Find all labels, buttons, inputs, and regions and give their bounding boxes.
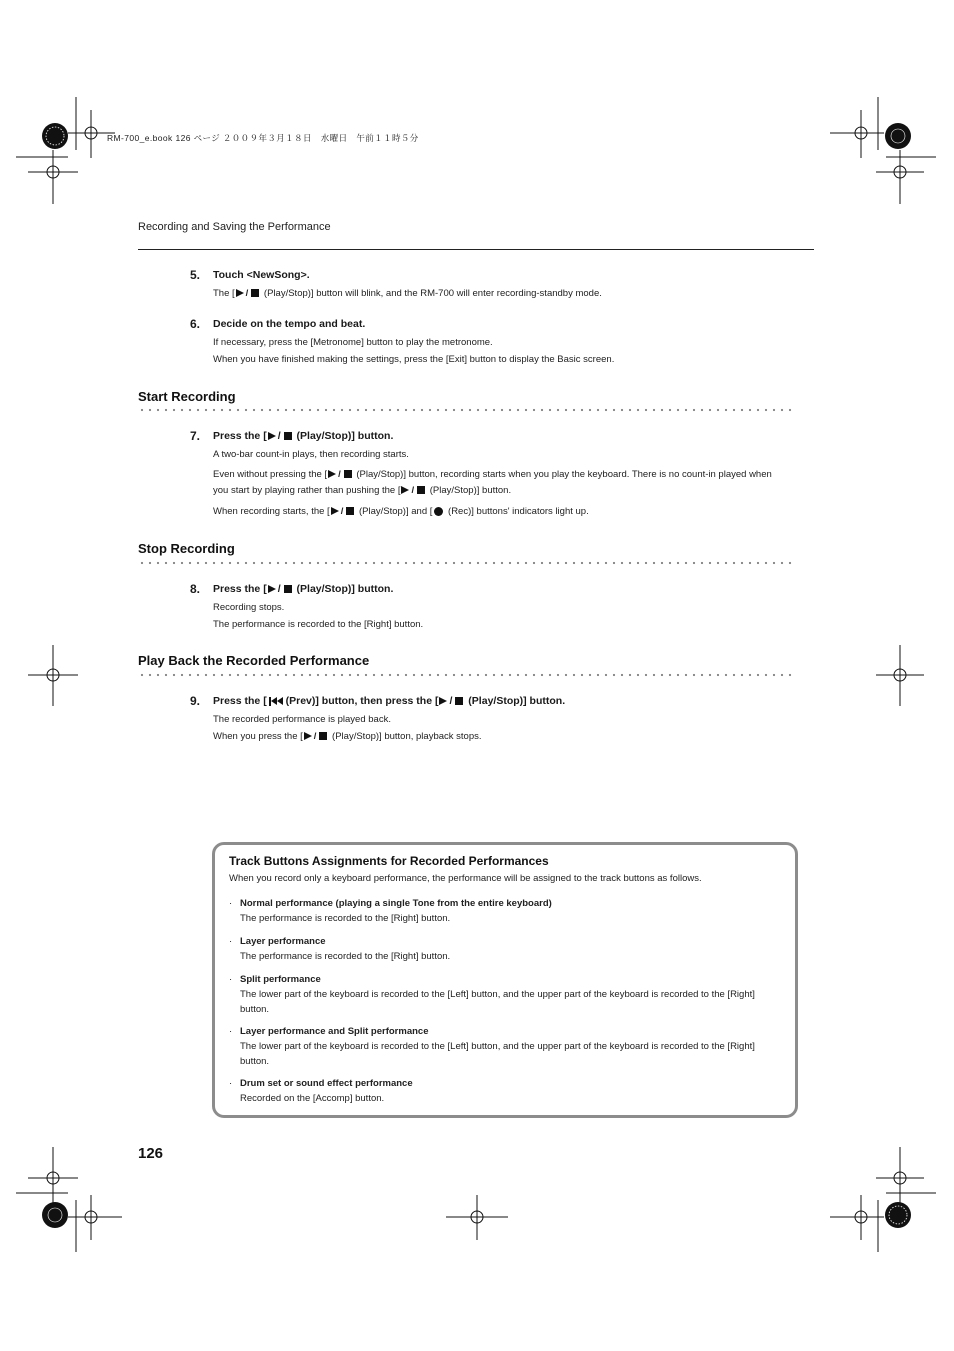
- list-item-title: Layer performance: [240, 936, 326, 947]
- print-info: RM-700_e.book 126 ページ ２００９年３月１８日 水曜日 午前１１時５分: [107, 133, 419, 143]
- step-title: [213, 583, 393, 595]
- stop-icon: [319, 732, 327, 740]
- running-header: Recording and Saving the Performance: [138, 221, 331, 233]
- list-item-desc: The performance is recorded to the [Right] button.: [240, 951, 451, 962]
- step-number: 6.: [190, 317, 201, 331]
- list-item-title: Split performance: [240, 974, 321, 985]
- slash-glyph: /: [338, 469, 341, 480]
- play-icon: [328, 470, 336, 478]
- stop-icon: [344, 470, 352, 478]
- slash-glyph: /: [277, 583, 281, 595]
- stop-icon: [346, 507, 354, 515]
- text: When you press the [: [213, 731, 303, 742]
- step-body: [213, 600, 783, 633]
- step-text: The performance is recorded to the [Right] button.: [213, 619, 424, 630]
- note-title: Track Buttons Assignments for Recorded Performances: [229, 854, 549, 868]
- list-item-desc: Recorded on the [Accomp] button.: [240, 1093, 385, 1104]
- section-title-start-recording: Start Recording: [138, 389, 236, 404]
- text: (Prev)] button, then press the [: [282, 695, 439, 707]
- text: When recording starts, the [: [213, 506, 330, 517]
- step-title: Touch <NewSong>.: [213, 269, 310, 281]
- step-body: [213, 286, 783, 302]
- section-title-stop-recording: Stop Recording: [138, 541, 235, 556]
- play-icon: [268, 432, 276, 440]
- text: (Rec)] buttons' indicators light up.: [445, 506, 589, 517]
- text: (Play/Stop)] button, recording starts when you play the keyboard. There is no count-in played when you start by playing rather than pushing the [: [213, 469, 772, 496]
- play-icon: [304, 732, 312, 740]
- note-intro: When you record only a keyboard performance, the performance will be assigned to the track buttons as follows.: [229, 873, 702, 884]
- rec-icon: [434, 507, 443, 516]
- list-item-desc: The lower part of the keyboard is recorded to the [Left] button, and the upper part of the keyboard is recorded to the [Right] button.: [240, 989, 755, 1015]
- slash-glyph: /: [277, 430, 281, 442]
- header-rule: [138, 249, 814, 250]
- step-body: [213, 335, 783, 368]
- text: Press the [: [213, 695, 267, 707]
- bullet-icon: ·: [229, 1078, 233, 1089]
- bullet-icon: ·: [229, 974, 233, 985]
- stop-icon: [455, 697, 463, 705]
- step-title: [213, 695, 565, 707]
- step-number: 9.: [190, 694, 201, 708]
- step-title: [213, 430, 393, 442]
- dotted-rule: [138, 561, 793, 565]
- bullet-icon: ·: [229, 898, 233, 909]
- step-body: [213, 447, 783, 520]
- text: Press the [: [213, 583, 267, 595]
- step-text: [213, 467, 783, 499]
- page-number: 126: [138, 1145, 164, 1162]
- text: The [: [213, 288, 235, 299]
- play-icon: [401, 486, 409, 494]
- bullet-icon: ·: [229, 936, 233, 947]
- play-icon: [236, 289, 244, 297]
- slash-glyph: /: [313, 731, 317, 742]
- step-text: Recording stops.: [213, 602, 285, 613]
- step-body: [213, 712, 783, 745]
- stop-icon: [284, 585, 292, 593]
- stop-icon: [251, 289, 259, 297]
- text: (Play/Stop)] button.: [293, 430, 394, 442]
- text: (Play/Stop)] button will blink, and the RM-700 will enter recording-standby mode.: [261, 288, 602, 299]
- list-item-desc: The lower part of the keyboard is recorded to the [Left] button, and the upper part of the keyboard is recorded to the [Right] button.: [240, 1041, 755, 1067]
- dotted-rule: [138, 673, 793, 677]
- slash-glyph: /: [411, 485, 415, 496]
- text: (Play/Stop)] button.: [427, 485, 512, 496]
- step-text: If necessary, press the [Metronome] button to play the metronome.: [213, 337, 493, 348]
- step-number: 5.: [190, 268, 201, 282]
- text: Press the [: [213, 430, 267, 442]
- slash-glyph: /: [340, 506, 344, 517]
- stop-icon: [417, 486, 425, 494]
- step-text: [213, 504, 783, 520]
- list-item-desc: The performance is recorded to the [Right] button.: [240, 913, 451, 924]
- text: (Play/Stop)] and [: [356, 506, 433, 517]
- list-item-title: Layer performance and Split performance: [240, 1026, 429, 1037]
- step-text: The recorded performance is played back.: [213, 714, 391, 725]
- step-text: [213, 729, 783, 745]
- step-number: 8.: [190, 582, 201, 596]
- note-box: [212, 842, 798, 1118]
- play-icon: [439, 697, 447, 705]
- stop-icon: [284, 432, 292, 440]
- list-item-title: Drum set or sound effect performance: [240, 1078, 413, 1089]
- list-item-title: Normal performance (playing a single Tone from the entire keyboard): [240, 898, 552, 909]
- step-number: 7.: [190, 429, 201, 443]
- dotted-rule: [138, 408, 793, 412]
- bullet-icon: ·: [229, 1026, 233, 1037]
- play-icon: [268, 585, 276, 593]
- play-icon: [331, 507, 339, 515]
- step-title: Decide on the tempo and beat.: [213, 318, 366, 330]
- slash-glyph: /: [245, 288, 249, 299]
- step-text: When you have finished making the settings, press the [Exit] button to display the Basic screen.: [213, 354, 615, 365]
- slash-glyph: /: [449, 695, 453, 707]
- step-text: A two-bar count-in plays, then recording starts.: [213, 449, 409, 460]
- text: (Play/Stop)] button.: [293, 583, 394, 595]
- text: Even without pressing the [: [213, 469, 328, 480]
- text: (Play/Stop)] button, playback stops.: [329, 731, 482, 742]
- section-title-play-back: Play Back the Recorded Performance: [138, 653, 370, 668]
- text: (Play/Stop)] button.: [465, 695, 566, 707]
